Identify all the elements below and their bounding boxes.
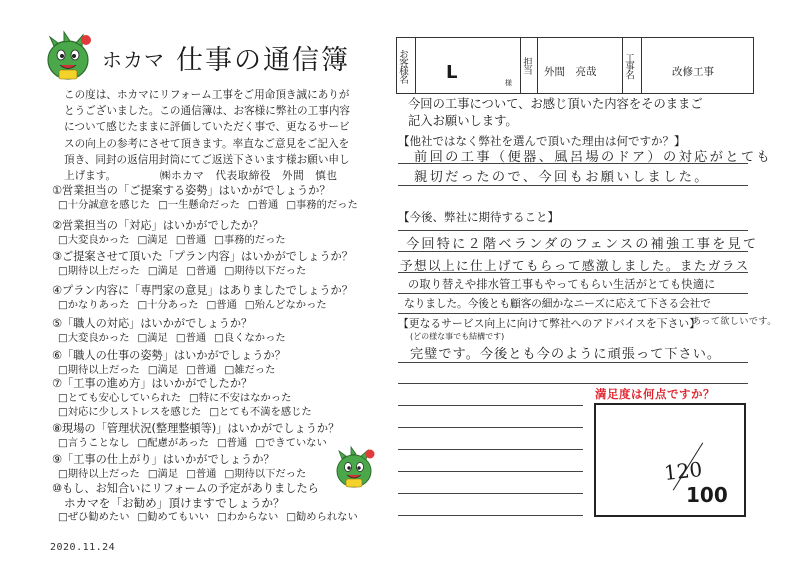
checkbox-option[interactable]: □ 大変良かった [58,332,130,344]
intro-line: とうございました。この通信簿は、お客様に弊社の工事内容 [64,105,351,118]
answer-line [398,383,748,384]
advice-note: (どの様な事でも結構です) [410,332,505,341]
handwritten-answer-continuation: あって欲しいです。 [692,317,777,327]
answer-line [398,515,583,516]
staff-name: 外間 亮哉 [544,66,597,78]
intro-line: この度は、ホカマにリフォーム工事をご用命頂き誠にありが [64,89,350,101]
question-text: ③ご提案させて頂いた「プラン内容」はいかがでしょうか？ [52,250,353,263]
checkbox-option[interactable]: □ 良くなかった [214,332,286,344]
work-name: 改修工事 [672,66,714,78]
score-max: 100 [686,483,728,507]
checkbox-option[interactable]: □ 満足 [138,234,168,246]
checkbox-option[interactable]: □ 期待以下だった [224,265,306,277]
customer-honorific: 様 [505,79,512,87]
answer-line [398,362,748,363]
checkbox-option[interactable]: □ 普通 [248,199,278,211]
customer-label-cell [397,38,416,93]
question-5 [52,317,382,345]
checkbox-option[interactable]: □ 期待以上だった [58,265,140,277]
answer-line [398,405,583,406]
company-signature: ㈱ホカマ 代表取締役 外間 慎也 [160,170,338,182]
work-label-cell [623,38,642,93]
checkbox-option[interactable]: □ 期待以上だった [58,364,140,376]
intro-line: スの向上の参考にさせて頂きます。率直なご意見をご記入を [64,137,350,150]
checkbox-option[interactable]: □ 満足 [138,332,168,344]
question-text: ②営業担当の「対応」はいかがでしたか？ [52,219,264,232]
checkbox-option[interactable]: □ 大変良かった [58,234,130,246]
staff-label-cell [521,38,538,93]
customer-name-cell [416,38,521,93]
instructions [408,96,738,130]
page-title: 仕事の通信簿 [176,45,350,76]
checkbox-option[interactable]: □ ぜひ勧めたい [58,511,130,523]
question-options [52,405,382,419]
checkbox-option[interactable]: □ できていない [255,437,327,449]
checkbox-option[interactable]: □ 十分あった [137,299,198,311]
intro-line: について感じたままに評価していただく事で、更なるサービ [64,121,350,134]
question-text: ⑦「工事の進め方」はいかがでしたか？ [52,377,253,390]
mascot-illustration [40,28,96,84]
question-options [52,233,382,247]
section-heading-reason: 【他社ではなく弊社を選んで頂いた理由は何ですか？】 [398,134,686,148]
checkbox-option[interactable]: □ 満足 [148,468,178,480]
question-text: ⑥「職人の仕事の姿勢」はいかがでしょうか？ [52,349,286,362]
instructions-line: 今回の工事について、お感じ頂いた内容をそのままご [408,97,703,111]
question-options [52,331,382,345]
question-3 [52,250,382,278]
handwritten-answer-line: 親切だったので、今回もお願いしました。 [414,170,710,185]
staff-name-cell [538,38,623,93]
header-table [396,37,754,94]
question-4 [52,284,382,312]
checkbox-option[interactable]: □ 事務的だった [286,199,358,211]
checkbox-option[interactable]: □ わからない [217,511,278,523]
section-heading-advice: 【更なるサービス向上に向けて弊社へのアドバイスを下さい】 [398,317,700,330]
answer-line [398,163,748,164]
checkbox-option[interactable]: □ 特に不安はなかった [189,392,291,404]
customer-name: L [446,62,458,83]
checkbox-option[interactable]: □ とても安心していられた [58,392,181,404]
question-6 [52,349,382,377]
answer-line [398,293,748,294]
question-options [52,391,382,405]
answer-line [398,471,583,472]
question-text: ⑩もし、お知合いにリフォームの予定がありましたら [52,482,319,495]
checkbox-option[interactable]: □ 普通 [186,265,216,277]
mascot-illustration [330,444,378,492]
intro-line: 上げます。 [64,170,117,183]
checkbox-option[interactable]: □ 満足 [148,364,178,376]
answer-line [398,449,583,450]
handwritten-answer-line: なりました。今後とも顧客の細かなニーズに応えて下さる会社で [404,297,711,310]
handwritten-answer-line: の取り替えや排水管工事もやってもらい生活がとても快適に [408,278,716,291]
checkbox-option[interactable]: □ かなりあった [58,299,129,311]
question-text: ⑧現場の「管理状況(整理整頓等)」はいかがでしょうか？ [52,422,340,435]
date-stamp: 2020.11.24 [50,542,116,553]
question-2 [52,219,382,247]
question-1 [52,184,382,212]
checkbox-option[interactable]: □ 殆んどなかった [245,299,327,311]
customer-label: お客様名 [397,48,408,83]
brand-name: ホカマ [102,48,165,72]
question-options [52,363,382,377]
instructions-line: 記入お願いします。 [408,114,518,128]
question-text: ⑤「職人の対応」はいかがでしょうか？ [52,317,253,330]
question-options [52,264,382,278]
question-text: ①営業担当の「ご提案する姿勢」はいかがでしょうか？ [52,184,331,197]
checkbox-option[interactable]: □ 対応に少しストレスを感じた [58,406,201,418]
score-given: 120 [662,457,704,485]
question-text-line2: ホカマを「お勧め」頂けますでしょうか？ [64,496,285,510]
checkbox-option[interactable]: □ 普通 [186,364,216,376]
answer-line [398,251,748,252]
question-options [52,298,382,312]
question-7 [52,377,382,419]
answer-line [398,230,748,231]
answer-line [398,272,748,273]
handwritten-answer-line: 前回の工事（便器、風呂場のドア）の対応がとても [414,150,773,165]
answer-line [398,185,748,186]
handwritten-answer-line: 予想以上に仕上げてもらって感激しました。またガラス [400,258,750,273]
answer-line [398,493,583,494]
checkbox-option[interactable]: □ 普通 [207,299,237,311]
checkbox-option[interactable]: □ 勧められない [286,511,358,523]
intro-line: 頂き、同封の返信用封筒にてご返送下さいます様お願い申し [64,153,350,166]
checkbox-option[interactable]: □ 期待以下だった [224,468,306,480]
checkbox-option[interactable]: □ 満足 [148,265,178,277]
work-name-cell [642,38,753,93]
question-options [52,198,382,212]
answer-line [398,427,583,428]
checkbox-option[interactable]: □ とても不満を感じた [209,406,311,418]
question-text: ④プラン内容に「専門家の意見」はありましたでしょうか？ [52,284,353,297]
checkbox-option[interactable]: □ 普通 [217,437,247,449]
checkbox-option[interactable]: □ 事務的だった [214,234,286,246]
checkbox-option[interactable]: □ 一生懸命だった [158,199,240,211]
checkbox-option[interactable]: □ 期待以上だった [58,468,140,480]
checkbox-option[interactable]: □ 普通 [176,234,206,246]
work-label: 工事名 [623,52,634,79]
checkbox-option[interactable]: □ 普通 [186,468,216,480]
question-options [52,510,382,524]
handwritten-answer-line: 完璧です。今後とも今のように頑張って下さい。 [410,347,722,362]
checkbox-option[interactable]: □ 配慮があった [138,437,209,449]
checkbox-option[interactable]: □ 普通 [176,332,206,344]
checkbox-option[interactable]: □ 勧めてもいい [138,511,210,523]
checkbox-option[interactable]: □ 十分誠意を感じた [58,199,150,211]
checkbox-option[interactable]: □ 雑だった [224,364,275,376]
score-title: 満足度は何点ですか？ [595,387,715,401]
question-text: ⑨「工事の仕上がり」はいかがでしょうか？ [52,453,275,466]
checkbox-option[interactable]: □ 言うことなし [58,437,130,449]
handwritten-answer-line: 今回特に２階ベランダのフェンスの補強工事を見て [406,237,759,252]
section-heading-expectation: 【今後、弊社に期待すること】 [398,210,559,224]
staff-label: 担当 [521,57,532,74]
